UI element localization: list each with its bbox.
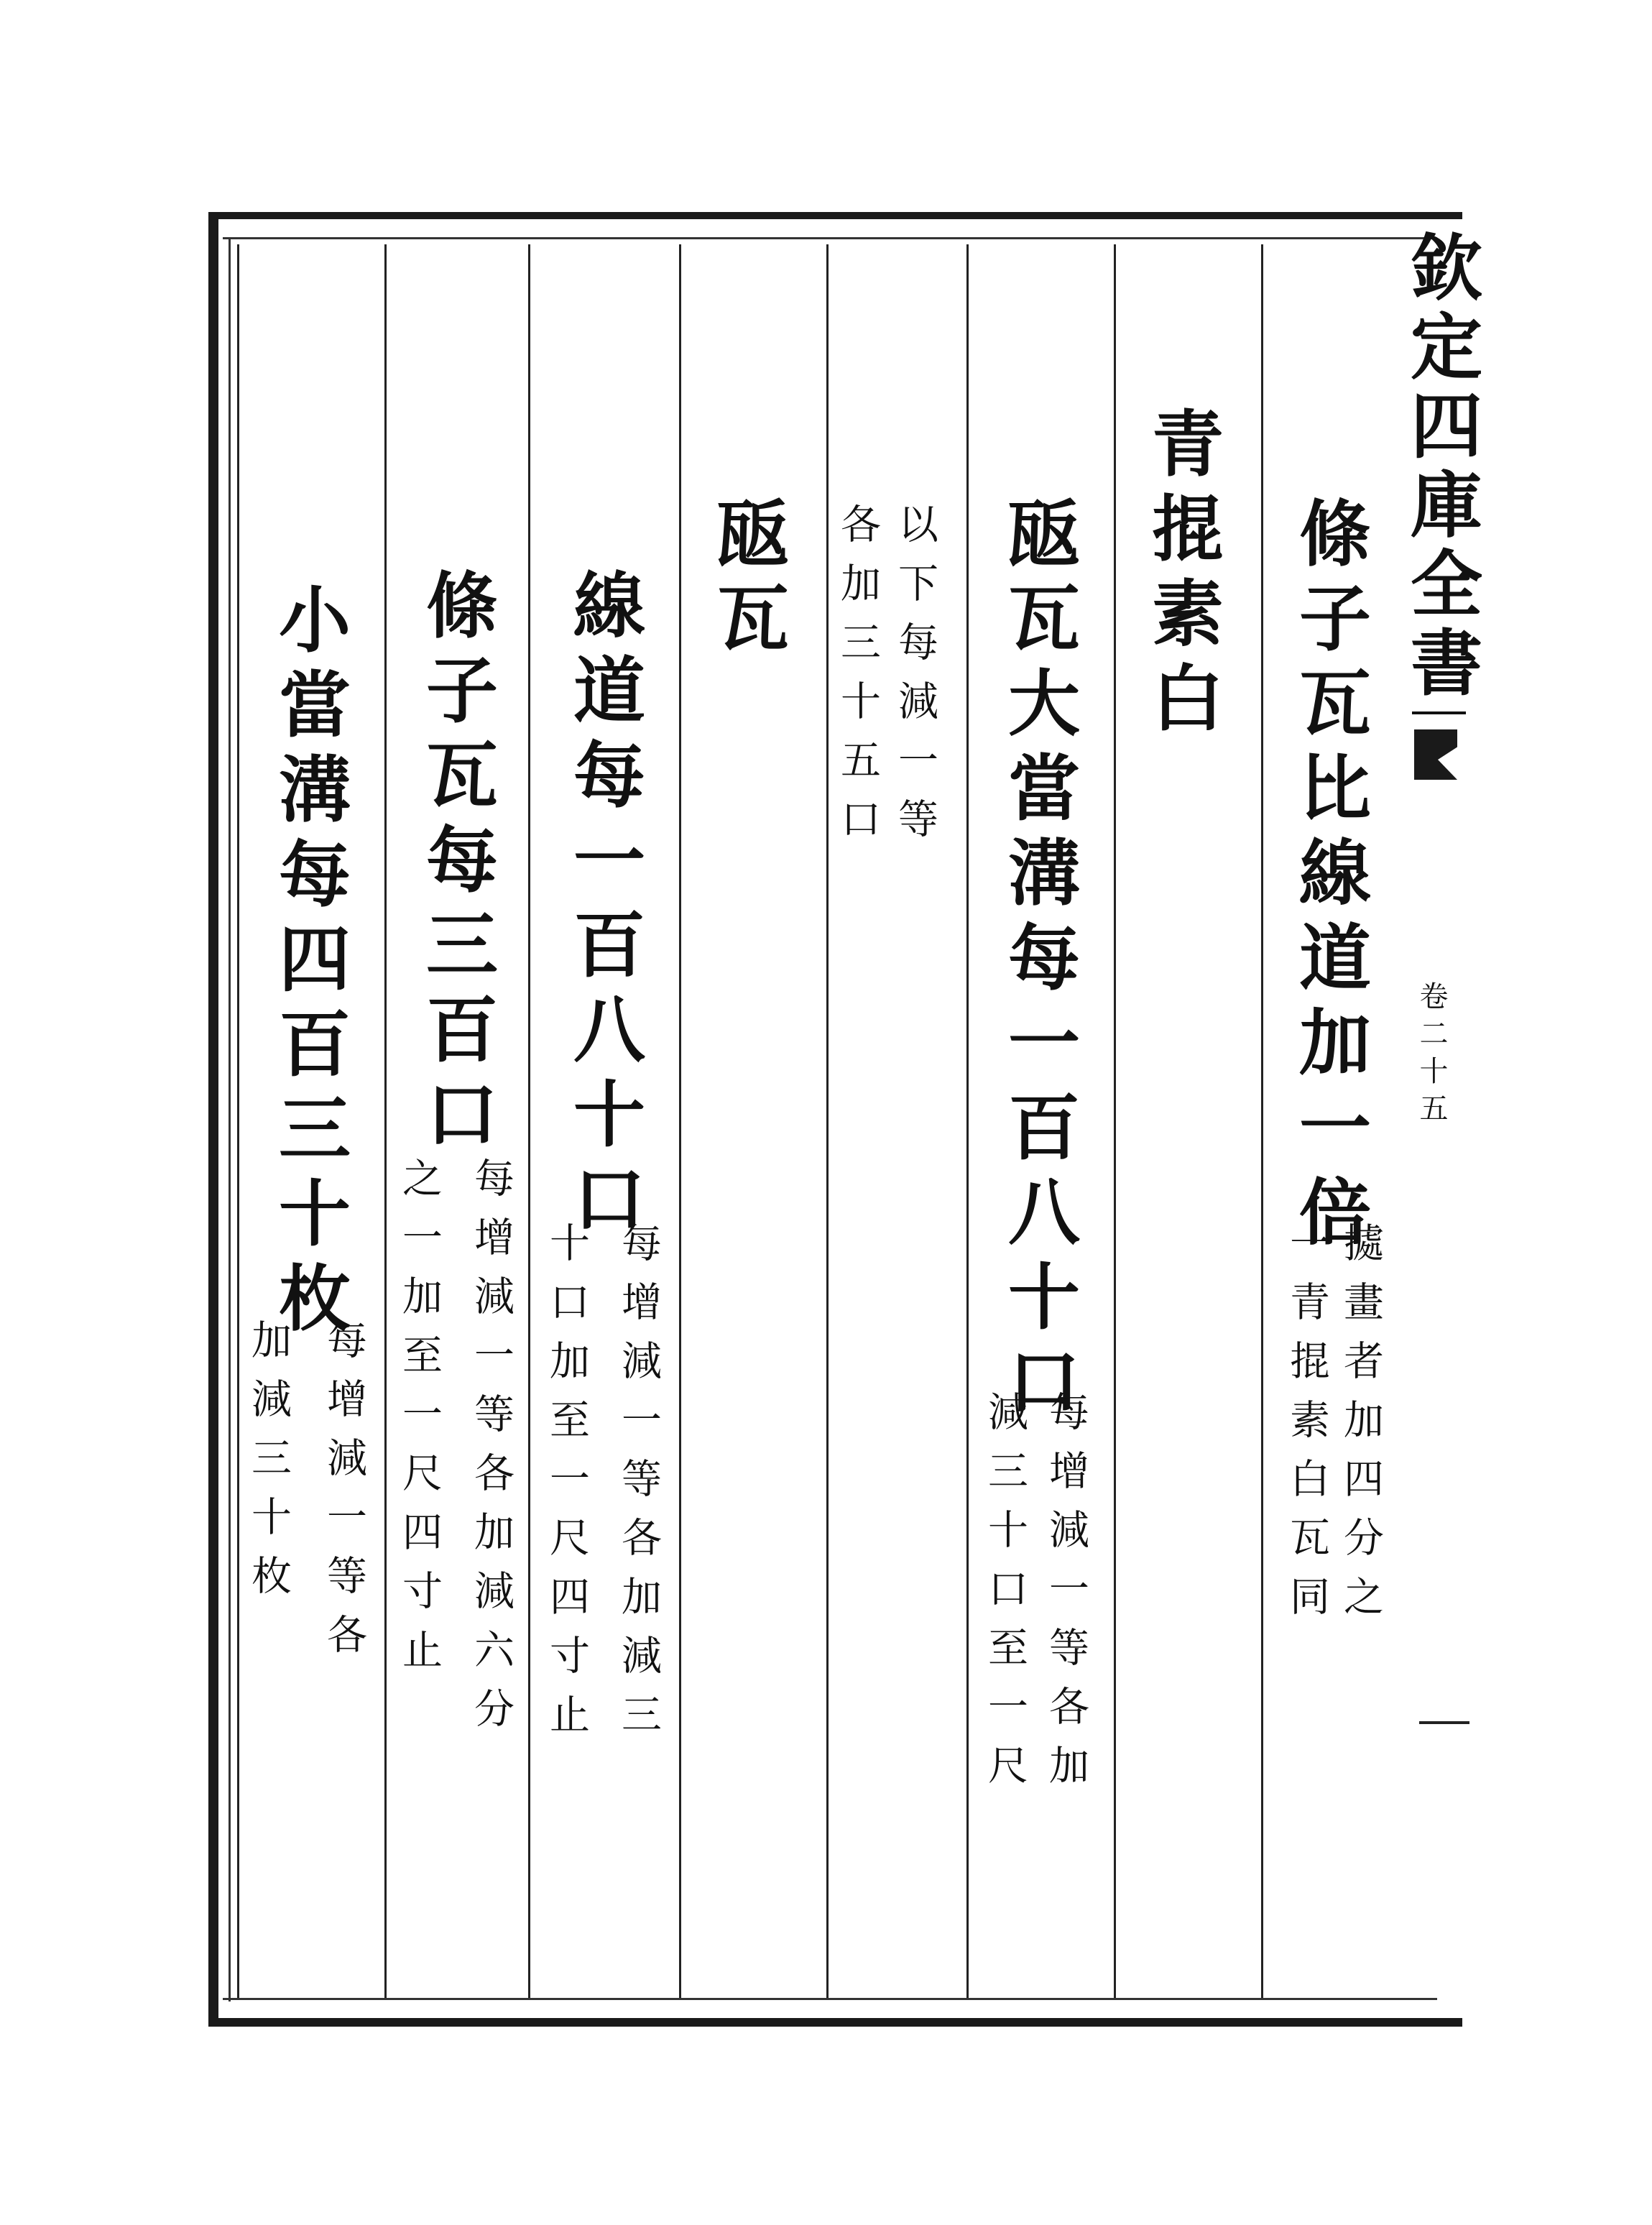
main-text-col-5: 瓪瓦 — [705, 496, 790, 665]
volume-number: 卷二十五 — [1415, 981, 1448, 1130]
main-text-col-6: 線道每一百八十口 — [561, 568, 646, 1246]
note-right-col-7: 每增減一等各加減六分 — [468, 1157, 514, 1746]
page-frame — [208, 212, 1462, 2027]
column-rule — [528, 244, 530, 1998]
frame-inner-left-line — [229, 237, 231, 2001]
main-text-col-1: 條子瓦比線道加一倍 — [1287, 496, 1372, 1259]
column-rule — [237, 244, 239, 1998]
note-left-col-7: 之一加至一尺四寸止 — [396, 1157, 443, 1687]
note-right-col-4: 以下每減一等 — [892, 503, 938, 857]
book-title: 欽定四庫全書 — [1398, 230, 1483, 704]
main-text-col-8: 小當溝每四百三十枚 — [267, 582, 351, 1345]
note-right-col-3: 每增減一等各加 — [1043, 1391, 1089, 1803]
note-right-col-6: 每增減一等各加減三 — [615, 1222, 662, 1752]
note-left-col-4: 各加三十五口 — [834, 503, 881, 857]
main-text-col-3: 瓪瓦大當溝每一百八十口 — [996, 496, 1081, 1429]
column-rule — [679, 244, 681, 1998]
column-rule — [384, 244, 387, 1998]
main-text-col-7: 條子瓦每三百口 — [414, 568, 499, 1161]
column-rule — [1114, 244, 1116, 1998]
main-text-col-2: 青掍素白 — [1140, 406, 1224, 745]
note-right-col-1: 㨿畫者加四分之 — [1337, 1222, 1384, 1634]
frame-inner-bottom-line — [223, 1998, 1437, 2000]
fold-tick — [1419, 1721, 1469, 1724]
note-left-col-1: 一青掍素白瓦同 — [1283, 1222, 1330, 1634]
note-left-col-3: 減三十口至一尺 — [982, 1391, 1028, 1803]
note-right-col-8: 每增減一等各 — [320, 1319, 367, 1672]
column-rule — [826, 244, 829, 1998]
note-left-col-6: 十口加至一尺四寸止 — [543, 1222, 590, 1752]
frame-inner-top-line — [223, 237, 1437, 241]
column-rule — [1261, 244, 1263, 1998]
column-rule — [966, 244, 969, 1998]
note-left-col-8: 加減三十枚 — [245, 1319, 292, 1613]
